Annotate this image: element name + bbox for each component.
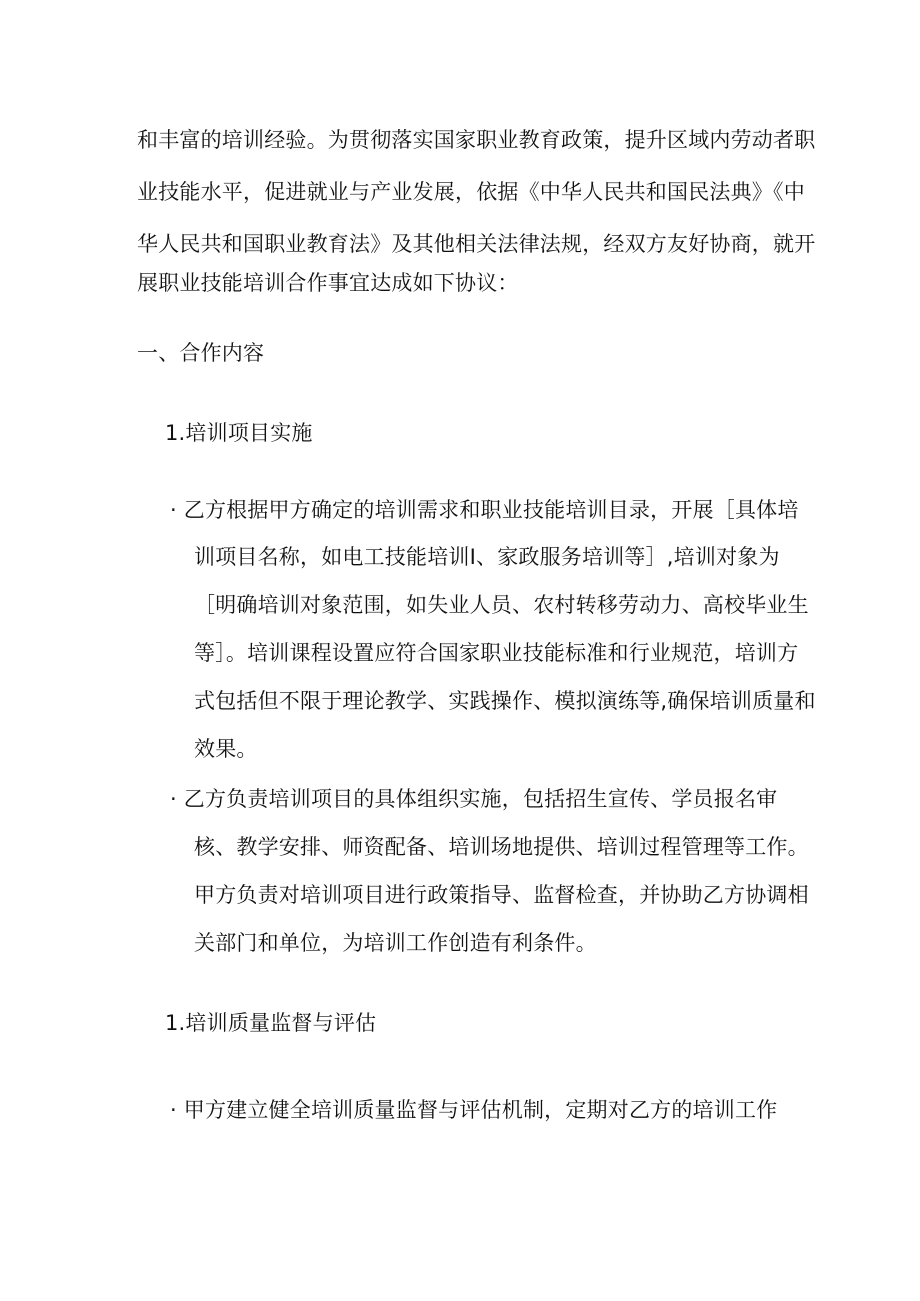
subsection-1-bullet-2-line-2: 核、教学安排、师资配备、培训场地提供、培训过程管理等工作。	[194, 835, 809, 859]
subsection-1-heading: 1.培训项目实施	[165, 421, 313, 445]
subsection-1-bullet-2-line-3: 甲方负责对培训项目进行政策指导、监督检查，并协助乙方协调相	[194, 883, 809, 907]
subsection-1-bullet-2-line-4: 关部门和单位，为培训工作创造有利条件。	[194, 931, 597, 955]
intro-line-2: 业技能水平，促进就业与产业发展，依据《中华人民共和国民法典》《中	[137, 180, 805, 204]
subsection-1-bullet-1-line-5: 式包括但不限于理论教学、实践操作、模拟演练等,确保培训质量和	[194, 689, 816, 713]
subsection-1-bullet-1-line-3: ［明确培训对象范围，如失业人员、农村转移劳动力、高校毕业生	[194, 593, 809, 617]
subsection-1-bullet-1-line-1: · 乙方根据甲方确定的培训需求和职业技能培训目录，开展［具体培	[170, 498, 799, 522]
subsection-2-heading: 1.培训质量监督与评估	[165, 1011, 377, 1035]
section-heading: 一、合作内容	[137, 341, 265, 365]
subsection-1-bullet-1-line-4: 等］。培训课程设置应符合国家职业技能标准和行业规范，培训方	[194, 641, 799, 665]
intro-line-1: 和丰富的培训经验。为贯彻落实国家职业教育政策，提升区域内劳动者职	[137, 128, 816, 152]
subsection-1-bullet-1-line-6: 效果。	[194, 737, 258, 761]
intro-line-3: 华人民共和国职业教育法》及其他相关法律法规，经双方友好协商，就开	[137, 232, 816, 256]
intro-line-4: 展职业技能培训合作事宜达成如下协议：	[137, 271, 519, 295]
subsection-1-bullet-2-line-1: · 乙方负责培训项目的具体组织实施，包括招生宣传、学员报名审	[170, 787, 778, 811]
subsection-2-bullet-1-line-1: · 甲方建立健全培训质量监督与评估机制，定期对乙方的培训工作	[170, 1098, 778, 1122]
subsection-1-bullet-1-line-2: 训项目名称，如电工技能培训I、家政服务培训等］,培训对象为	[194, 545, 780, 569]
